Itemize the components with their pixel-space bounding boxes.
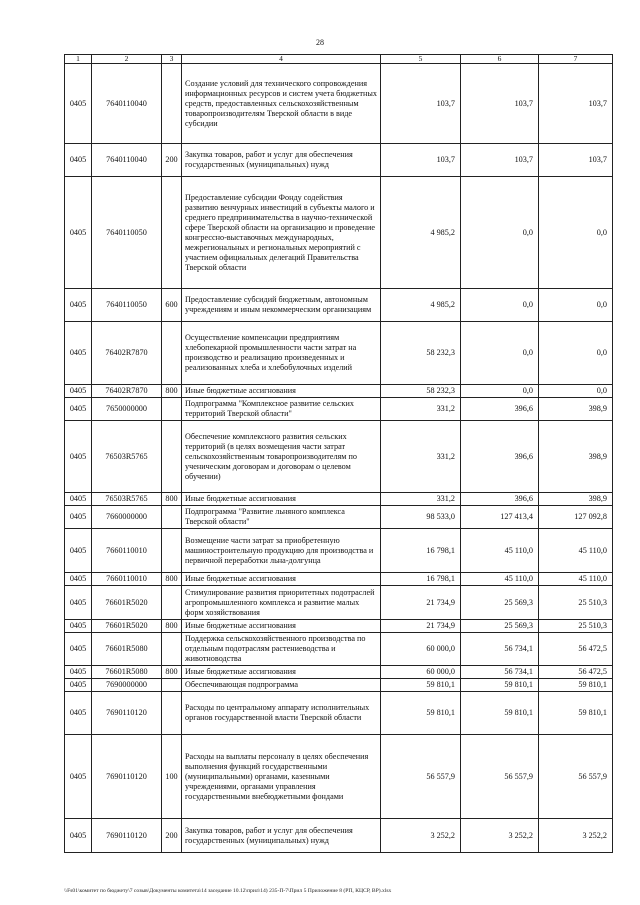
table-row: [65, 506, 613, 529]
table-row: [65, 735, 613, 819]
cell-code: 0405: [65, 735, 92, 819]
header-cell: 4: [182, 55, 381, 64]
cell-v2: 56 734,1: [461, 633, 539, 666]
cell-v3: 103,7: [539, 64, 613, 144]
cell-v3: 56 557,9: [539, 735, 613, 819]
cell-v2: 396,6: [461, 493, 539, 506]
cell-code: 0405: [65, 421, 92, 493]
cell-type: [162, 64, 182, 144]
cell-v2: 103,7: [461, 144, 539, 177]
cell-v2: 0,0: [461, 385, 539, 398]
cell-v3: 0,0: [539, 322, 613, 385]
header-row: [65, 55, 613, 64]
page-number: 28: [316, 38, 324, 47]
cell-v1: 59 810,1: [381, 679, 461, 692]
cell-name: Расходы на выплаты персоналу в целях обеспечения выполнения функций государственными (муниципальными) органами, казенными учреждениями, органами управления государственными внебюджетными фондами: [182, 735, 381, 819]
cell-name: Создание условий для технического сопровождения информационных ресурсов и систем учета бюджетных средств, предоставленных сельскохозяйственным товаропроизводителям Тверской области в виде субсидии: [182, 64, 381, 144]
cell-type: 800: [162, 573, 182, 586]
cell-type: 800: [162, 385, 182, 398]
cell-v3: 25 510,3: [539, 586, 613, 620]
cell-v3: 59 810,1: [539, 679, 613, 692]
cell-code: 0405: [65, 64, 92, 144]
cell-v2: 25 569,3: [461, 586, 539, 620]
cell-v1: 4 985,2: [381, 177, 461, 289]
cell-v1: 21 734,9: [381, 586, 461, 620]
cell-v1: 4 985,2: [381, 289, 461, 322]
cell-v1: 56 557,9: [381, 735, 461, 819]
cell-code: 0405: [65, 573, 92, 586]
cell-type: [162, 177, 182, 289]
cell-v3: 0,0: [539, 177, 613, 289]
cell-name: Обеспечивающая подпрограмма: [182, 679, 381, 692]
cell-name: Поддержка сельскохозяйственного производства по отдельным подотраслям растениеводства и животноводства: [182, 633, 381, 666]
header-cell: 3: [162, 55, 182, 64]
cell-type: [162, 421, 182, 493]
cell-code: 0405: [65, 385, 92, 398]
table-row: [65, 144, 613, 177]
cell-type: 200: [162, 819, 182, 853]
cell-target: 7640110050: [92, 177, 162, 289]
cell-type: 800: [162, 666, 182, 679]
cell-v1: 103,7: [381, 144, 461, 177]
cell-code: 0405: [65, 322, 92, 385]
cell-v1: 21 734,9: [381, 620, 461, 633]
cell-v2: 0,0: [461, 289, 539, 322]
cell-target: 7690000000: [92, 679, 162, 692]
cell-v2: 396,6: [461, 421, 539, 493]
cell-type: 800: [162, 493, 182, 506]
cell-code: 0405: [65, 679, 92, 692]
cell-name: Подпрограмма "Комплексное развитие сельских территорий Тверской области": [182, 398, 381, 421]
cell-v2: 396,6: [461, 398, 539, 421]
cell-name: Иные бюджетные ассигнования: [182, 573, 381, 586]
cell-v2: 103,7: [461, 64, 539, 144]
cell-v3: 3 252,2: [539, 819, 613, 853]
cell-target: 7660000000: [92, 506, 162, 529]
cell-name: Стимулирование развития приоритетных подотраслей агропромышленного комплекса и развитие малых форм хозяйствования: [182, 586, 381, 620]
cell-code: 0405: [65, 398, 92, 421]
cell-target: 76503R5765: [92, 421, 162, 493]
cell-code: 0405: [65, 692, 92, 735]
cell-target: 7640110050: [92, 289, 162, 322]
cell-v2: 0,0: [461, 177, 539, 289]
cell-v1: 16 798,1: [381, 529, 461, 573]
cell-name: Закупка товаров, работ и услуг для обеспечения государственных (муниципальных) нужд: [182, 819, 381, 853]
cell-type: 600: [162, 289, 182, 322]
cell-name: Предоставление субсидии Фонду содействия развитию венчурных инвестиций в субъекты малого и среднего предпринимательства в научно-технической сфере Тверской области на организацию и проведение конгрессно-выставочных международных, межрегиональных и региональных мероприятий с участием официальных делегаций Правительства Тверской области: [182, 177, 381, 289]
table-row: [65, 679, 613, 692]
cell-type: 200: [162, 144, 182, 177]
table-row: [65, 586, 613, 620]
cell-type: [162, 692, 182, 735]
cell-target: 7690110120: [92, 819, 162, 853]
cell-name: Закупка товаров, работ и услуг для обеспечения государственных (муниципальных) нужд: [182, 144, 381, 177]
cell-v1: 3 252,2: [381, 819, 461, 853]
cell-code: 0405: [65, 144, 92, 177]
cell-v2: 59 810,1: [461, 679, 539, 692]
cell-type: [162, 398, 182, 421]
cell-v3: 398,9: [539, 398, 613, 421]
cell-code: 0405: [65, 177, 92, 289]
cell-name: Предоставление субсидий бюджетным, автономным учреждениям и иным некоммерческим организациям: [182, 289, 381, 322]
cell-name: Иные бюджетные ассигнования: [182, 385, 381, 398]
cell-v1: 103,7: [381, 64, 461, 144]
cell-type: [162, 506, 182, 529]
cell-v2: 56 734,1: [461, 666, 539, 679]
cell-v2: 3 252,2: [461, 819, 539, 853]
header-cell: 5: [381, 55, 461, 64]
cell-v1: 98 533,0: [381, 506, 461, 529]
table-row: [65, 398, 613, 421]
cell-target: 7650000000: [92, 398, 162, 421]
cell-v1: 58 232,3: [381, 322, 461, 385]
cell-v1: 59 810,1: [381, 692, 461, 735]
cell-target: 7640110040: [92, 64, 162, 144]
cell-name: Расходы по центральному аппарату исполнительных органов государственной власти Тверской области: [182, 692, 381, 735]
cell-name: Возмещение части затрат за приобретенную машиностроительную продукцию для производства и первичной переработки льна-долгунца: [182, 529, 381, 573]
cell-name: Иные бюджетные ассигнования: [182, 493, 381, 506]
cell-target: 7640110040: [92, 144, 162, 177]
cell-code: 0405: [65, 289, 92, 322]
cell-target: 76601R5080: [92, 633, 162, 666]
table-row: [65, 666, 613, 679]
table-row: [65, 692, 613, 735]
cell-target: 76503R5765: [92, 493, 162, 506]
table-row: [65, 529, 613, 573]
cell-code: 0405: [65, 666, 92, 679]
cell-target: 76402R7870: [92, 385, 162, 398]
cell-name: Подпрограмма "Развитие льняного комплекса Тверской области": [182, 506, 381, 529]
cell-code: 0405: [65, 529, 92, 573]
cell-type: 800: [162, 620, 182, 633]
cell-v2: 59 810,1: [461, 692, 539, 735]
cell-v3: 25 510,3: [539, 620, 613, 633]
cell-target: 7660110010: [92, 573, 162, 586]
cell-code: 0405: [65, 819, 92, 853]
cell-type: 100: [162, 735, 182, 819]
cell-v1: 58 232,3: [381, 385, 461, 398]
cell-name: Осуществление компенсации предприятиям хлебопекарной промышленности части затрат на производство и реализацию произведенных и реализованных хлеба и хлебобулочных изделий: [182, 322, 381, 385]
cell-code: 0405: [65, 506, 92, 529]
cell-v3: 56 472,5: [539, 666, 613, 679]
table-row: [65, 289, 613, 322]
cell-v2: 56 557,9: [461, 735, 539, 819]
table-row: [65, 620, 613, 633]
cell-type: [162, 633, 182, 666]
table-row: [65, 421, 613, 493]
header-cell: 7: [539, 55, 613, 64]
cell-target: 7660110010: [92, 529, 162, 573]
cell-v3: 127 092,8: [539, 506, 613, 529]
cell-type: [162, 679, 182, 692]
table-row: [65, 573, 613, 586]
cell-target: 76601R5020: [92, 586, 162, 620]
cell-v2: 45 110,0: [461, 573, 539, 586]
cell-target: 76402R7870: [92, 322, 162, 385]
table-row: [65, 385, 613, 398]
header-cell: 2: [92, 55, 162, 64]
file-path-footer: \\Fs01\комитет по бюджету\7 созыв\Документы комитета\14 заседание 10.12\прил\14) 235-П-7\Прил 5 Приложение 8 (РП, КЦСР, ВР).xlsx: [64, 888, 392, 894]
cell-v3: 56 472,5: [539, 633, 613, 666]
table-row: [65, 819, 613, 853]
cell-v3: 398,9: [539, 493, 613, 506]
cell-v2: 45 110,0: [461, 529, 539, 573]
cell-code: 0405: [65, 493, 92, 506]
cell-type: [162, 529, 182, 573]
cell-target: 76601R5020: [92, 620, 162, 633]
cell-v3: 59 810,1: [539, 692, 613, 735]
cell-v1: 16 798,1: [381, 573, 461, 586]
cell-type: [162, 322, 182, 385]
cell-v3: 45 110,0: [539, 573, 613, 586]
cell-name: Иные бюджетные ассигнования: [182, 620, 381, 633]
cell-v1: 331,2: [381, 493, 461, 506]
cell-v3: 103,7: [539, 144, 613, 177]
cell-code: 0405: [65, 620, 92, 633]
cell-v3: 45 110,0: [539, 529, 613, 573]
cell-v1: 331,2: [381, 398, 461, 421]
cell-code: 0405: [65, 633, 92, 666]
cell-name: Обеспечение комплексного развития сельских территорий (в целях возмещения части затрат сельскохозяйственным товаропроизводителям по ученическим договорам и договорам о целевом обучении): [182, 421, 381, 493]
cell-type: [162, 586, 182, 620]
cell-v1: 60 000,0: [381, 666, 461, 679]
cell-name: Иные бюджетные ассигнования: [182, 666, 381, 679]
table-row: [65, 493, 613, 506]
cell-v2: 0,0: [461, 322, 539, 385]
budget-table: [64, 54, 613, 853]
table-row: [65, 322, 613, 385]
header-cell: 6: [461, 55, 539, 64]
cell-v2: 25 569,3: [461, 620, 539, 633]
cell-v1: 60 000,0: [381, 633, 461, 666]
cell-v1: 331,2: [381, 421, 461, 493]
cell-v3: 0,0: [539, 289, 613, 322]
cell-v3: 398,9: [539, 421, 613, 493]
cell-code: 0405: [65, 586, 92, 620]
cell-v3: 0,0: [539, 385, 613, 398]
cell-target: 7690110120: [92, 692, 162, 735]
cell-target: 7690110120: [92, 735, 162, 819]
header-cell: 1: [65, 55, 92, 64]
cell-target: 76601R5080: [92, 666, 162, 679]
cell-v2: 127 413,4: [461, 506, 539, 529]
table-row: [65, 64, 613, 144]
table-row: [65, 633, 613, 666]
table-row: [65, 177, 613, 289]
